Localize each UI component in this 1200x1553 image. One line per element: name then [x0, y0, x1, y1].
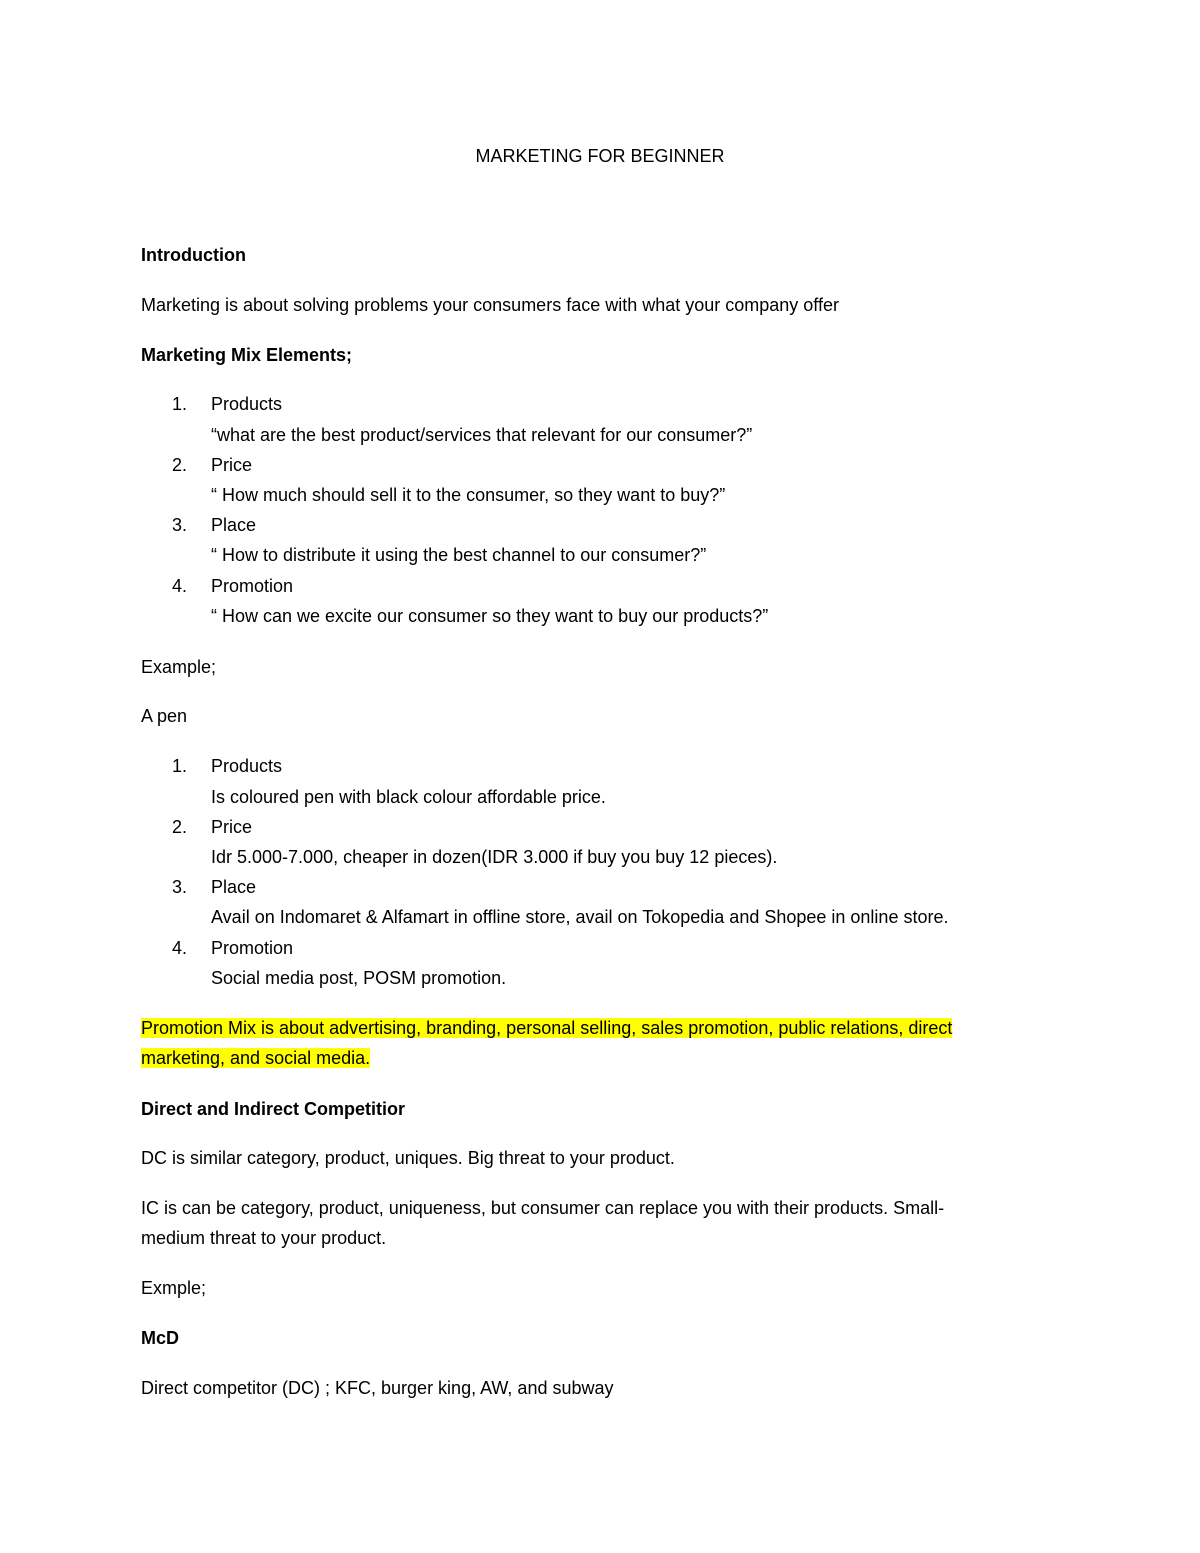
mix-item-label: Price [211, 455, 253, 475]
intro-heading: Introduction [141, 245, 246, 265]
direct-competitor-text: Direct competitor (DC) ; KFC, burger king, AW, and subway [141, 1378, 614, 1398]
ic-text: medium threat to your product. [141, 1228, 387, 1248]
example-label: Example; [141, 657, 217, 677]
example-item-label: Place [211, 877, 257, 897]
mix-item-detail: “ How to distribute it using the best channel to our consumer?” [211, 545, 707, 565]
mix-item-detail: “what are the best product/services that relevant for our consumer?” [211, 425, 753, 445]
competitor-heading: Direct and Indirect Competitior [141, 1099, 406, 1119]
mix-item-number: 2. [172, 455, 188, 475]
document-title: MARKETING FOR BEGINNER [475, 146, 725, 166]
highlighted-text: Promotion Mix is about advertising, branding, personal selling, sales promotion, public relations, direct [141, 1018, 953, 1038]
example-item-label: Price [211, 817, 253, 837]
mix-item-number: 1. [172, 394, 188, 414]
example-item-number: 4. [172, 938, 188, 958]
example-item-detail: Idr 5.000-7.000, cheaper in dozen(IDR 3.000 if buy you buy 12 pieces). [211, 847, 778, 867]
example-item-detail: Is coloured pen with black colour affordable price. [211, 787, 606, 807]
mix-item-label: Promotion [211, 576, 294, 596]
example-item-number: 2. [172, 817, 188, 837]
mix-item-number: 4. [172, 576, 188, 596]
example-item-number: 1. [172, 756, 188, 776]
dc-text: DC is similar category, product, uniques. Big threat to your product. [141, 1148, 675, 1168]
highlighted-text: marketing, and social media. [141, 1048, 371, 1068]
mix-item-label: Products [211, 394, 283, 414]
example-item-label: Products [211, 756, 283, 776]
example-item-label: Promotion [211, 938, 294, 958]
ic-text: IC is can be category, product, uniqueness, but consumer can replace you with their products. Small- [141, 1198, 945, 1218]
example-item-detail: Avail on Indomaret & Alfamart in offline store, avail on Tokopedia and Shopee in online store. [211, 907, 949, 927]
example-item-detail: Social media post, POSM promotion. [211, 968, 507, 988]
exmple-label: Exmple; [141, 1278, 207, 1298]
mix-heading: Marketing Mix Elements; [141, 345, 353, 365]
example-subject: A pen [141, 706, 188, 726]
mix-item-number: 3. [172, 515, 188, 535]
promotion-mix-highlight [141, 1013, 952, 1043]
example-item-number: 3. [172, 877, 188, 897]
mix-item-detail: “ How much should sell it to the consumer, so they want to buy?” [211, 485, 726, 505]
promotion-mix-highlight [141, 1043, 370, 1073]
mcd-heading: McD [141, 1328, 180, 1348]
mix-item-label: Place [211, 515, 257, 535]
intro-text: Marketing is about solving problems your consumers face with what your company offer [141, 295, 839, 315]
mix-item-detail: “ How can we excite our consumer so they want to buy our products?” [211, 606, 769, 626]
